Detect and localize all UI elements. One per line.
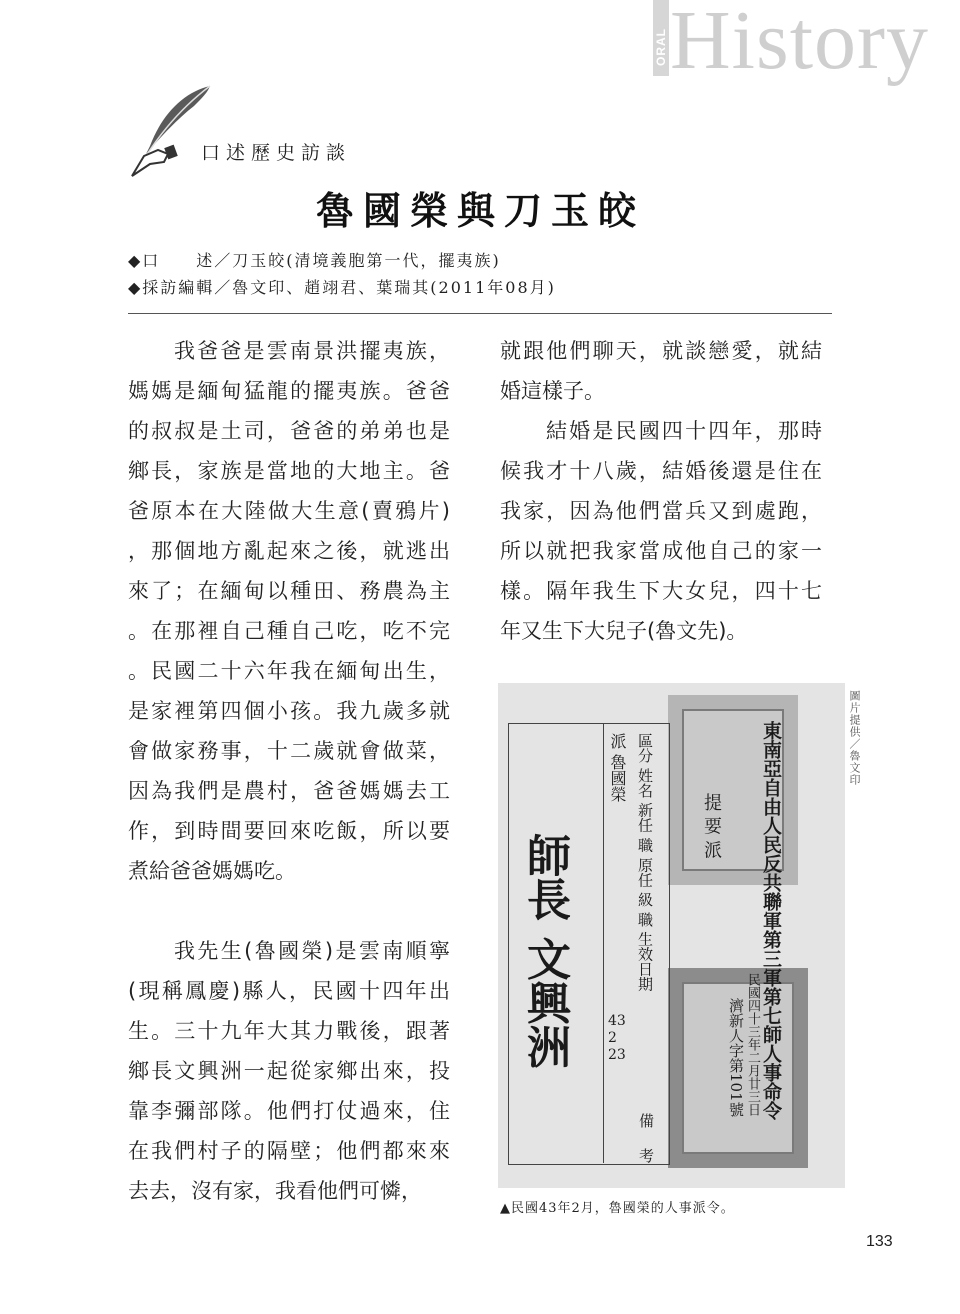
oral-tag-text: ORAL — [654, 28, 668, 66]
text-line: 候我才十八歲，結婚後還是住在 — [500, 459, 822, 483]
form-labels: 區分 姓名 新任 職 原任 級 職 生效日期 — [636, 733, 654, 992]
text-line: 會做家務事，十二歲就會做菜， — [128, 739, 450, 763]
text-line: (現稱鳳慶)縣人，民國十四年出 — [128, 979, 450, 1003]
text-line: 我爸爸是雲南景洪擺夷族， — [174, 339, 450, 363]
paragraph — [500, 411, 822, 651]
text-line: 是家裡第四個小孩。我九歲多就 — [128, 699, 450, 723]
text-line: 靠李彌部隊。他們打仗過來，住 — [128, 1099, 450, 1123]
byline-editors: ◆採訪編輯／魯文印、趙翊君、葉瑞其(2011年08月) — [128, 278, 556, 297]
text-line: 爸原本在大陸做大生意(賣鴉片) — [128, 499, 450, 523]
left-column — [128, 331, 450, 1211]
document-number: 濟新人字第101號 — [727, 998, 745, 1117]
page-title: 魯國榮與刀玉皎 — [316, 188, 646, 233]
document-date: 民國四十三年二月廿三日 — [745, 973, 760, 1116]
paragraph — [128, 331, 450, 891]
text-line: 就跟他們聊天，就談戀愛，就結 — [500, 339, 822, 363]
stamp-text: 提 要 派 — [701, 793, 722, 859]
photo-credit: 圖片提供／魯文印 — [848, 690, 861, 786]
section-label: 口述歷史訪談 — [201, 142, 352, 164]
remark-label: 備考 — [637, 1113, 655, 1183]
paragraph — [500, 331, 822, 411]
byline-narrator: ◆口 述／刀玉皎(清境義胞第一代，擺夷族) — [128, 251, 501, 270]
document-heading: 東南亞自由人民反共聯軍第三軍第七師人事命令 — [760, 721, 782, 1120]
document-photo — [498, 683, 845, 1188]
text-line: 年又生下大兒子(魯文先)。 — [500, 619, 748, 643]
name-field: 派 魯國榮 — [608, 733, 627, 803]
quill-pen-icon — [124, 84, 214, 180]
signature: 師長 文興洲 — [519, 833, 570, 1069]
text-line: 的叔叔是土司，爸爸的弟弟也是 — [128, 419, 450, 443]
text-line: 去去，沒有家，我看他們可憐， — [128, 1179, 422, 1203]
text-line: 婚這樣子。 — [500, 379, 605, 403]
text-line: 所以就把我家當成他自己的家一 — [500, 539, 822, 563]
date-day: 23 — [608, 1047, 626, 1063]
text-line: 媽媽是緬甸猛龍的擺夷族。爸爸 — [128, 379, 450, 403]
date-year: 43 — [608, 1013, 626, 1029]
right-column — [500, 331, 822, 651]
text-line: 樣。隔年我生下大女兒，四十七 — [500, 579, 822, 603]
text-line: 結婚是民國四十四年，那時 — [546, 419, 822, 443]
text-line: ，那個地方亂起來之後，就逃出 — [128, 539, 450, 563]
text-line: 在我們村子的隔壁；他們都來來 — [128, 1139, 450, 1163]
text-line: 因為我們是農村，爸爸媽媽去工 — [128, 779, 450, 803]
text-line: 作，到時間要回來吃飯，所以要 — [128, 819, 450, 843]
page-number: 133 — [866, 1233, 893, 1250]
divider — [128, 313, 832, 314]
text-line: 鄉長文興洲一起從家鄉出來，投 — [128, 1059, 450, 1083]
history-logo: History — [670, 0, 929, 87]
date-cells — [608, 1013, 626, 1064]
paragraph — [128, 931, 450, 1211]
date-month: 2 — [608, 1030, 617, 1046]
text-line: 我先生(魯國榮)是雲南順寧 — [174, 939, 450, 963]
text-line: 我家，因為他們當兵又到處跑， — [500, 499, 822, 523]
oral-tag — [653, 0, 669, 76]
text-line: 。民國二十六年我在緬甸出生， — [128, 659, 450, 683]
text-line: 煮給爸爸媽媽吃。 — [128, 859, 296, 883]
text-line: 鄉長，家族是當地的大地主。爸 — [128, 459, 450, 483]
text-line: 。在那裡自己種自己吃，吃不完 — [128, 619, 450, 643]
text-line: 來了；在緬甸以種田、務農為主 — [128, 579, 450, 603]
photo-caption: ▲民國43年2月，魯國榮的人事派令。 — [500, 1201, 735, 1216]
text-line: 生。三十九年大其力戰後，跟著 — [128, 1019, 450, 1043]
